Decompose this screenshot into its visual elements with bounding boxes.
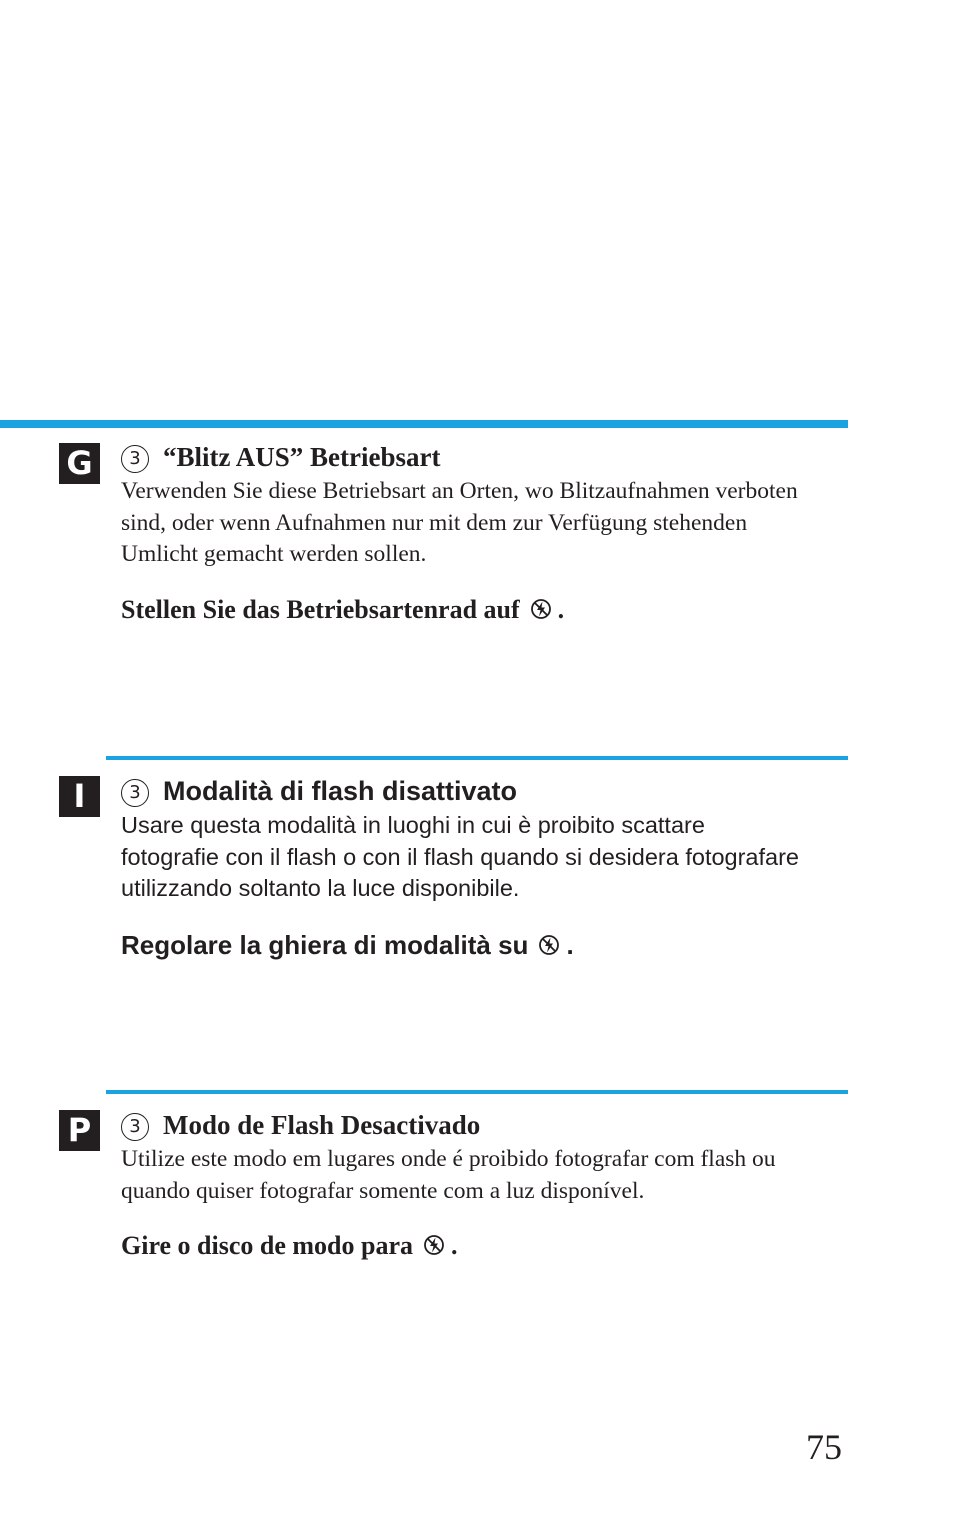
section-description: Usare questa modalità in luoghi in cui è proibito scattare fotografie con il flash o con il flash quando si desidera fotografare utilizzando soltanto la luce disponibile. xyxy=(121,812,800,901)
section-heading xyxy=(121,1109,841,1141)
portuguese-accent-rule xyxy=(106,1090,848,1094)
section-italian xyxy=(121,775,841,961)
top-accent-rule xyxy=(0,420,848,428)
instruction-text: Gire o disco de modo para xyxy=(121,1231,414,1260)
section-portuguese xyxy=(121,1109,841,1262)
section-title: Modo de Flash Desactivado xyxy=(163,1110,481,1140)
section-description: Verwenden Sie diese Betriebsart an Orten, wo Blitzaufnahmen verboten sind, oder wenn Aufnahmen nur mit dem zur Verfügung stehenden Umlicht gemacht werden sollen. xyxy=(121,478,798,567)
flash-off-icon xyxy=(530,596,552,618)
section-heading xyxy=(121,775,841,807)
instruction-line xyxy=(121,594,841,626)
language-badge-german: G xyxy=(59,443,100,484)
instruction-text: Regolare la ghiera di modalità su xyxy=(121,929,529,960)
italian-accent-rule xyxy=(106,756,848,760)
instruction-period: . xyxy=(451,1231,458,1260)
flash-off-icon xyxy=(423,1232,445,1254)
step-number-badge: 3 xyxy=(121,779,149,807)
instruction-period: . xyxy=(557,594,565,624)
language-badge-portuguese: P xyxy=(59,1110,100,1151)
section-german xyxy=(121,441,841,626)
instruction-text: Stellen Sie das Betriebsartenrad auf xyxy=(121,594,520,624)
language-badge-italian: I xyxy=(59,776,100,817)
instruction-period: . xyxy=(566,929,574,960)
page-number: 75 xyxy=(806,1427,842,1467)
instruction-line xyxy=(121,929,841,961)
section-description: Utilize este modo em lugares onde é proibido fotografar com flash ou quando quiser fotografar somente com a luz disponível. xyxy=(121,1146,776,1204)
section-title: Modalità di flash disattivato xyxy=(163,776,518,806)
flash-off-icon xyxy=(538,931,560,953)
step-number-badge: 3 xyxy=(121,1113,149,1141)
instruction-line xyxy=(121,1230,841,1262)
section-title: “Blitz AUS” Betriebsart xyxy=(163,442,441,472)
step-number-badge: 3 xyxy=(121,445,149,473)
section-heading xyxy=(121,441,841,473)
